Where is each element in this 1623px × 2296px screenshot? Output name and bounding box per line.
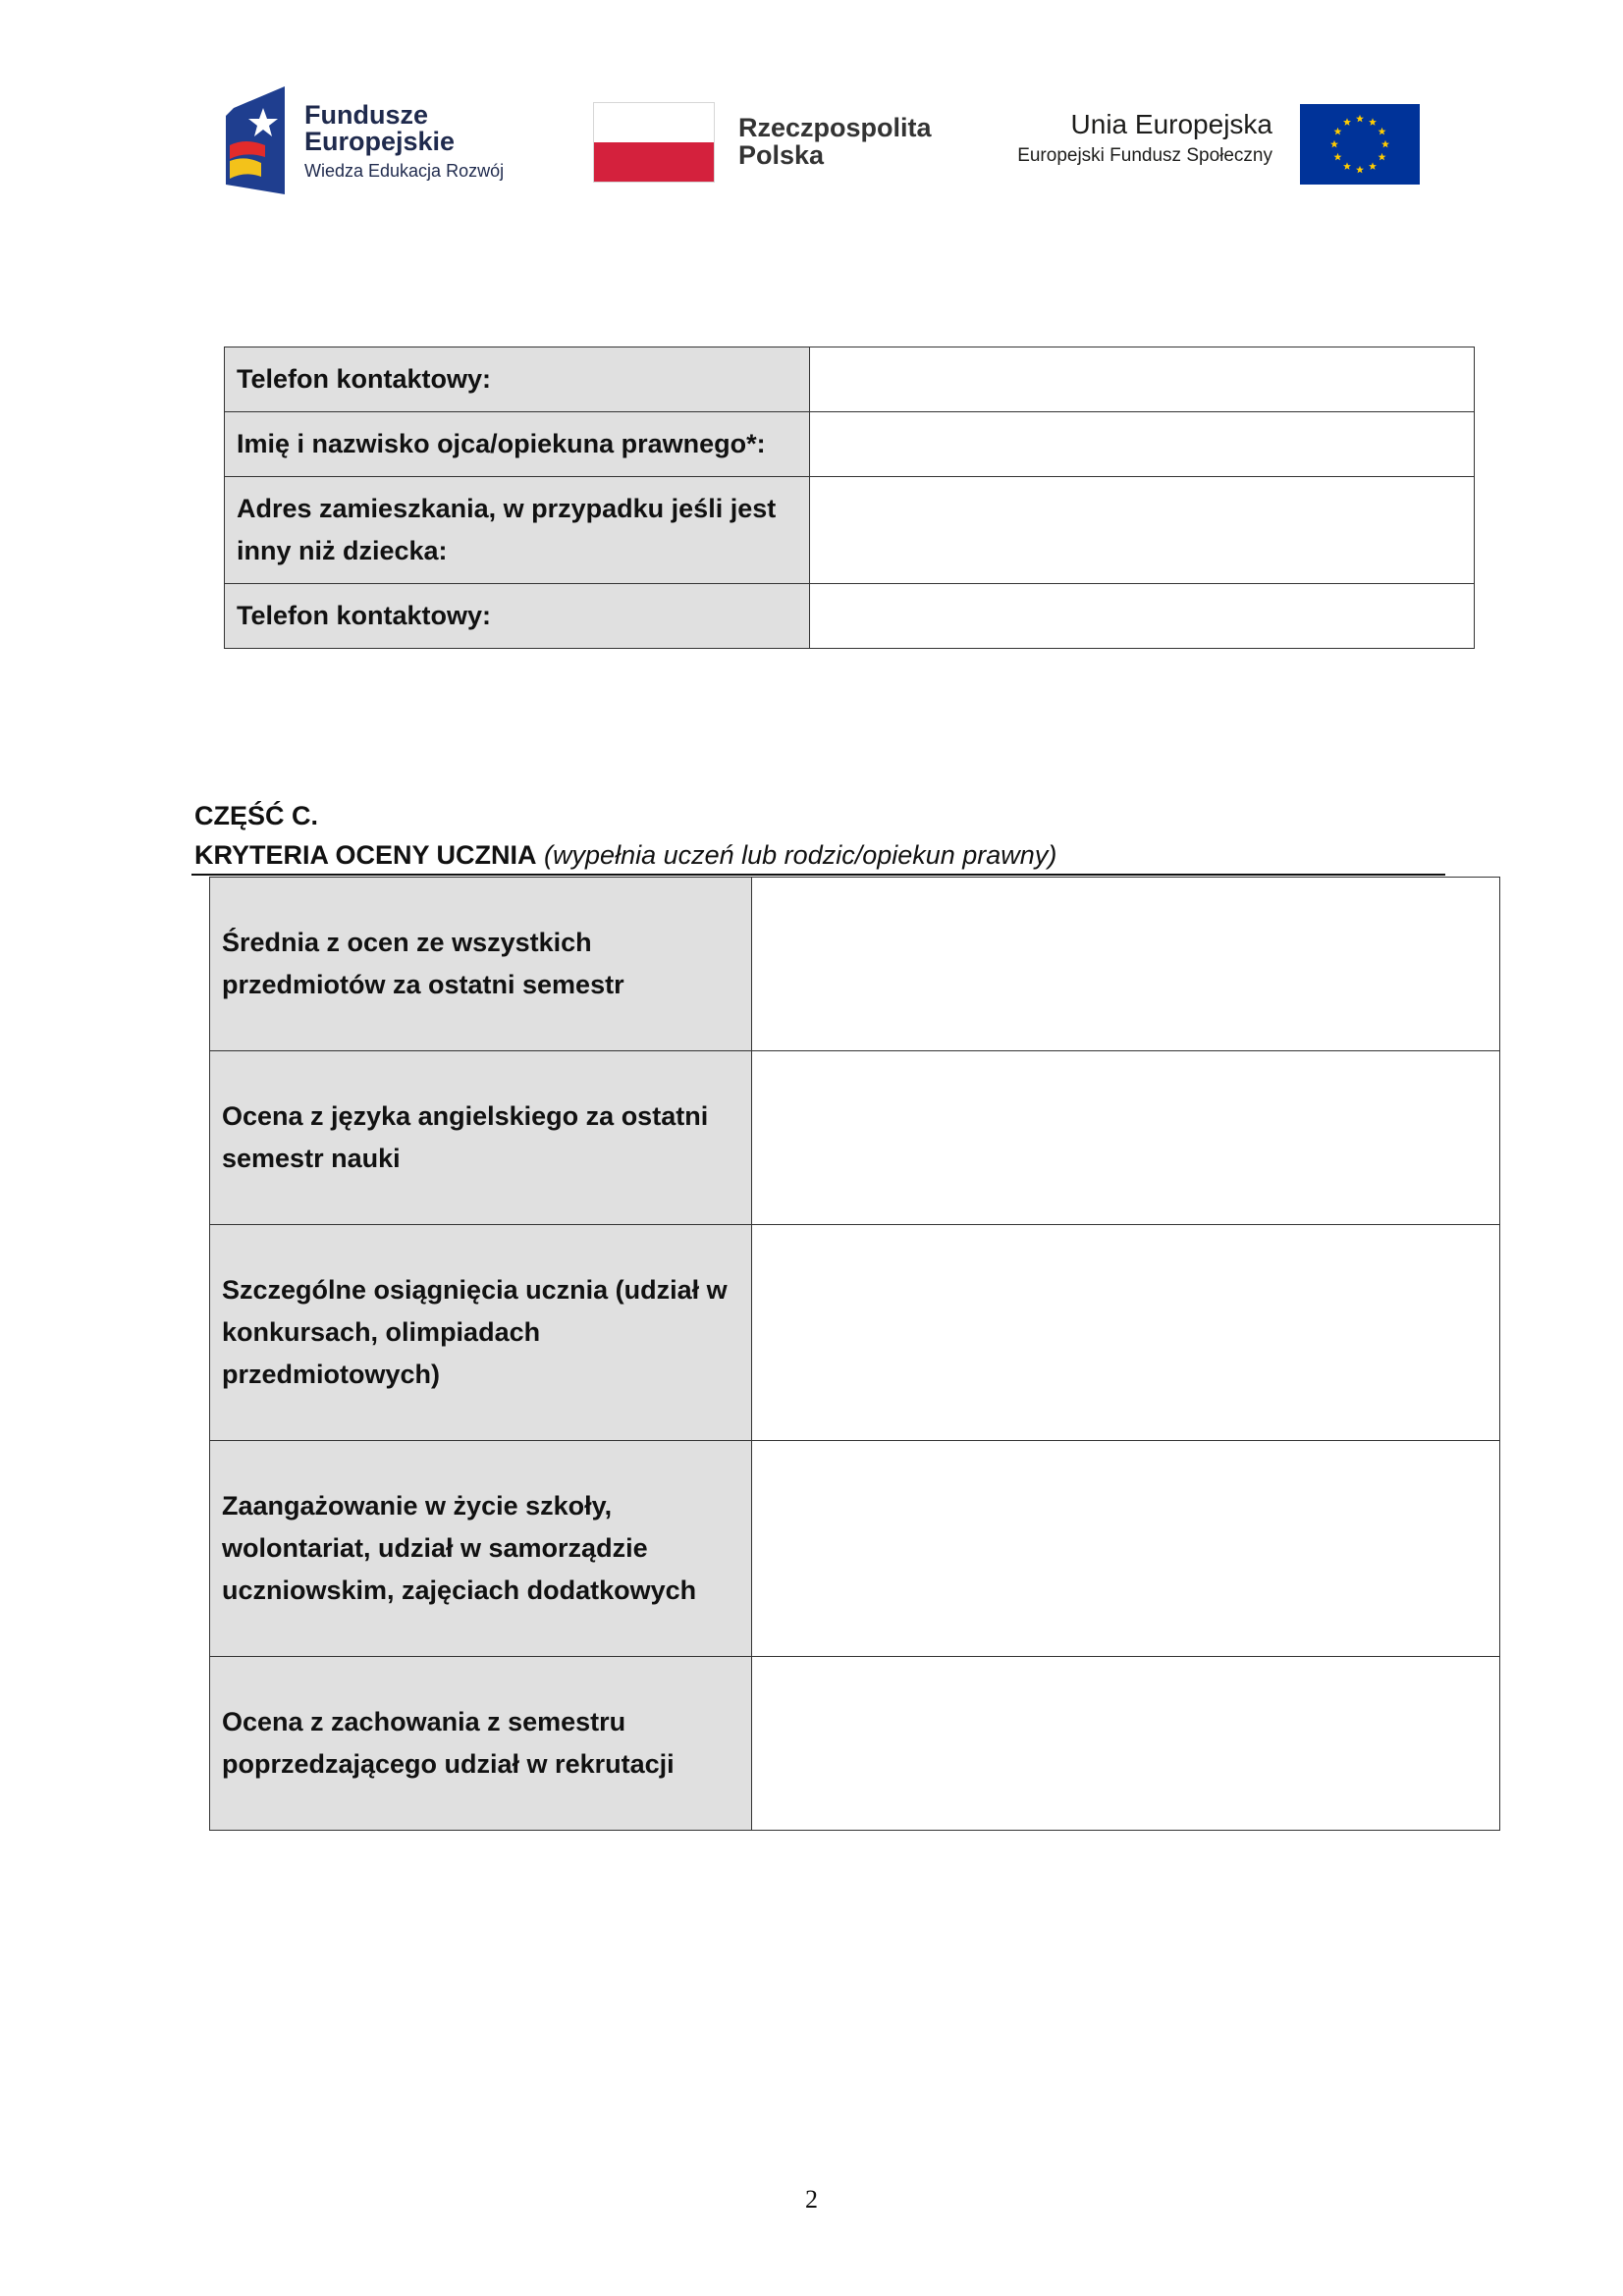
label-text: wolontariat, udział w samorządzie [222, 1533, 648, 1563]
ue-logo-line2: Europejski Fundusz Społeczny [1017, 145, 1272, 166]
section-title: CZĘŚĆ C. [194, 801, 319, 830]
label-engagement [210, 1441, 752, 1657]
table-row [225, 347, 1475, 412]
label-text: Ocena z zachowania z semestru [222, 1707, 626, 1736]
rzeczpospolita-polska-logo [593, 102, 976, 187]
label-text: Średnia z ocen ze wszystkich [222, 928, 592, 957]
parent-contact-table [224, 347, 1475, 649]
label-average-grade [210, 878, 752, 1051]
table-row [210, 1225, 1500, 1441]
table-row [225, 584, 1475, 649]
fundusze-europejskie-mark-icon [226, 86, 285, 194]
address-field[interactable] [810, 477, 1475, 584]
label-text: Imię i nazwisko ojca/opiekuna prawnego*: [237, 429, 766, 458]
label-text: poprzedzającego udział w rekrutacji [222, 1749, 675, 1779]
section-subtitle [194, 840, 1056, 870]
label-text: Telefon kontaktowy: [237, 364, 492, 394]
polish-flag-icon [593, 102, 715, 183]
page-number: 2 [805, 2185, 818, 2214]
label-text: Szczególne osiągnięcia ucznia (udział w [222, 1275, 728, 1305]
fe-logo-line2: Europejskie [304, 127, 456, 156]
label-phone-2 [225, 584, 810, 649]
table-row [225, 412, 1475, 477]
table-row [210, 1657, 1500, 1831]
label-achievements [210, 1225, 752, 1441]
table-row [225, 477, 1475, 584]
father-name-field[interactable] [810, 412, 1475, 477]
label-text: Ocena z języka angielskiego za ostatni [222, 1101, 709, 1131]
label-text: przedmiotów za ostatni semestr [222, 970, 624, 999]
section-subtitle-italic: (wypełnia uczeń lub rodzic/opiekun prawny) [544, 840, 1057, 870]
label-text: Zaangażowanie w życie szkoły, [222, 1491, 613, 1521]
criteria-table [209, 877, 1500, 1831]
section-subtitle-bold: KRYTERIA OCENY UCZNIA [194, 840, 537, 870]
unia-europejska-logo [1017, 104, 1420, 187]
fundusze-europejskie-logo [226, 86, 540, 194]
label-text: Telefon kontaktowy: [237, 601, 492, 630]
label-phone [225, 347, 810, 412]
label-father-name [225, 412, 810, 477]
label-text: semestr nauki [222, 1144, 401, 1173]
ue-logo-line1: Unia Europejska [1070, 109, 1272, 139]
eu-flag-icon [1300, 104, 1420, 185]
achievements-field[interactable] [752, 1225, 1500, 1441]
table-row [210, 1051, 1500, 1225]
behavior-grade-field[interactable] [752, 1657, 1500, 1831]
label-address [225, 477, 810, 584]
table-row [210, 1441, 1500, 1657]
table-row [210, 878, 1500, 1051]
rp-logo-line2: Polska [738, 140, 825, 170]
section-underline [191, 874, 1445, 876]
english-grade-field[interactable] [752, 1051, 1500, 1225]
label-text: przedmiotowych) [222, 1360, 441, 1389]
phone-field[interactable] [810, 347, 1475, 412]
engagement-field[interactable] [752, 1441, 1500, 1657]
fe-logo-tagline: Wiedza Edukacja Rozwój [304, 161, 505, 181]
label-text: Adres zamieszkania, w przypadku jeśli jest [237, 494, 777, 523]
phone-field-2[interactable] [810, 584, 1475, 649]
label-text: inny niż dziecka: [237, 536, 448, 565]
rp-logo-line1: Rzeczpospolita [738, 113, 932, 142]
label-english-grade [210, 1051, 752, 1225]
label-text: konkursach, olimpiadach [222, 1317, 541, 1347]
average-grade-field[interactable] [752, 878, 1500, 1051]
label-behavior-grade [210, 1657, 752, 1831]
label-text: uczniowskim, zajęciach dodatkowych [222, 1575, 697, 1605]
fe-logo-line1: Fundusze [304, 100, 428, 130]
